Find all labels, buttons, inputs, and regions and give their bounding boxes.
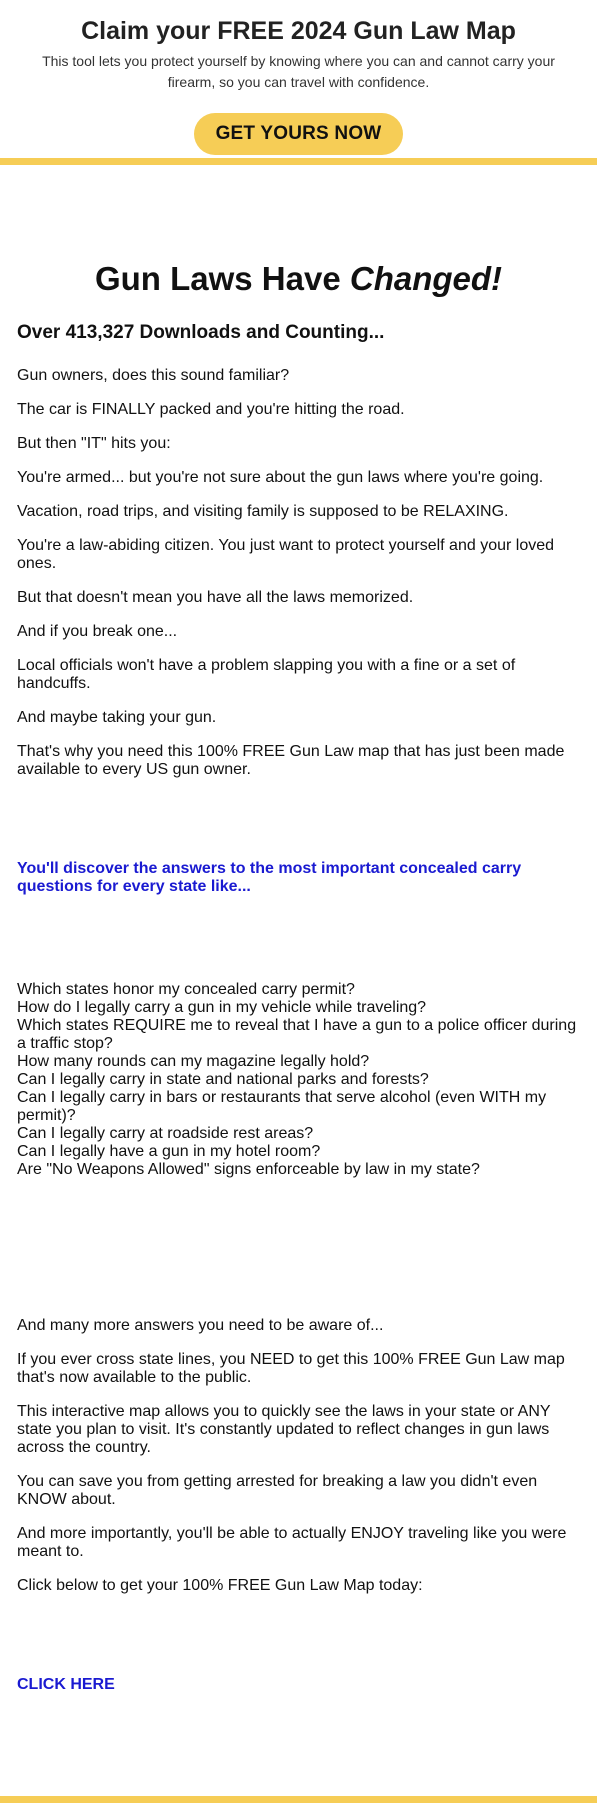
questions-list <box>17 981 582 1179</box>
headline-emphasis: Changed! <box>349 260 503 297</box>
header-subtitle: This tool lets you protect yourself by knowing where you can and cannot carry your firearm, so you can travel with confidence. <box>42 53 555 90</box>
top-divider-bar <box>0 158 597 165</box>
page-header <box>0 0 597 155</box>
paragraph: And maybe taking your gun. <box>17 709 217 726</box>
paragraph: But that doesn't mean you have all the laws memorized. <box>17 589 414 606</box>
main-headline <box>0 260 597 298</box>
paragraph: Vacation, road trips, and visiting family is supposed to be RELAXING. <box>17 503 509 520</box>
get-yours-now-button[interactable]: GET YOURS NOW <box>194 113 404 155</box>
list-item: Can I legally carry at roadside rest areas? <box>17 1125 314 1142</box>
cta-container <box>0 113 597 155</box>
list-item: Are "No Weapons Allowed" signs enforceable by law in my state? <box>17 1161 480 1178</box>
paragraph: And more importantly, you'll be able to actually ENJOY traveling like you were meant to. <box>17 1525 567 1560</box>
paragraph: You're a law-abiding citizen. You just want to protect yourself and your loved ones. <box>17 537 555 572</box>
paragraph: The car is FINALLY packed and you're hitting the road. <box>17 401 405 418</box>
bottom-divider-bar <box>0 1796 597 1803</box>
paragraph: And if you break one... <box>17 623 178 640</box>
list-item: Which states REQUIRE me to reveal that I have a gun to a police officer during a traffic stop? <box>17 1017 577 1052</box>
paragraph: If you ever cross state lines, you NEED to get this 100% FREE Gun Law map that's now available to the public. <box>17 1351 565 1386</box>
paragraph: Gun owners, does this sound familiar? <box>17 367 290 384</box>
list-item: Can I legally have a gun in my hotel room? <box>17 1143 321 1160</box>
discover-heading: You'll discover the answers to the most important concealed carry questions for every state like... <box>17 860 522 895</box>
list-item: How do I legally carry a gun in my vehicle while traveling? <box>17 999 427 1016</box>
paragraph: But then "IT" hits you: <box>17 435 171 452</box>
paragraph: And many more answers you need to be aware of... <box>17 1317 384 1334</box>
page-title: Claim your FREE 2024 Gun Law Map <box>81 17 516 45</box>
list-item: How many rounds can my magazine legally hold? <box>17 1053 370 1070</box>
paragraph: That's why you need this 100% FREE Gun Law map that has just been made available to every US gun owner. <box>17 743 565 778</box>
list-item: Which states honor my concealed carry permit? <box>17 981 355 998</box>
paragraph: You're armed... but you're not sure about the gun laws where you're going. <box>17 469 544 486</box>
list-item: Can I legally carry in bars or restaurants that serve alcohol (even WITH my permit)? <box>17 1089 547 1124</box>
downloads-subhead: Over 413,327 Downloads and Counting... <box>17 322 385 343</box>
click-here-link[interactable]: CLICK HERE <box>17 1676 115 1693</box>
paragraph: Click below to get your 100% FREE Gun Law Map today: <box>17 1577 423 1594</box>
headline-plain: Gun Laws Have <box>94 260 350 297</box>
paragraph: Local officials won't have a problem slapping you with a fine or a set of handcuffs. <box>17 657 516 692</box>
paragraph: You can save you from getting arrested for breaking a law you didn't even KNOW about. <box>17 1473 538 1508</box>
list-item: Can I legally carry in state and national parks and forests? <box>17 1071 429 1088</box>
paragraph: This interactive map allows you to quickly see the laws in your state or ANY state you plan to visit. It's constantly updated to reflect changes in gun laws across the country. <box>17 1403 551 1456</box>
